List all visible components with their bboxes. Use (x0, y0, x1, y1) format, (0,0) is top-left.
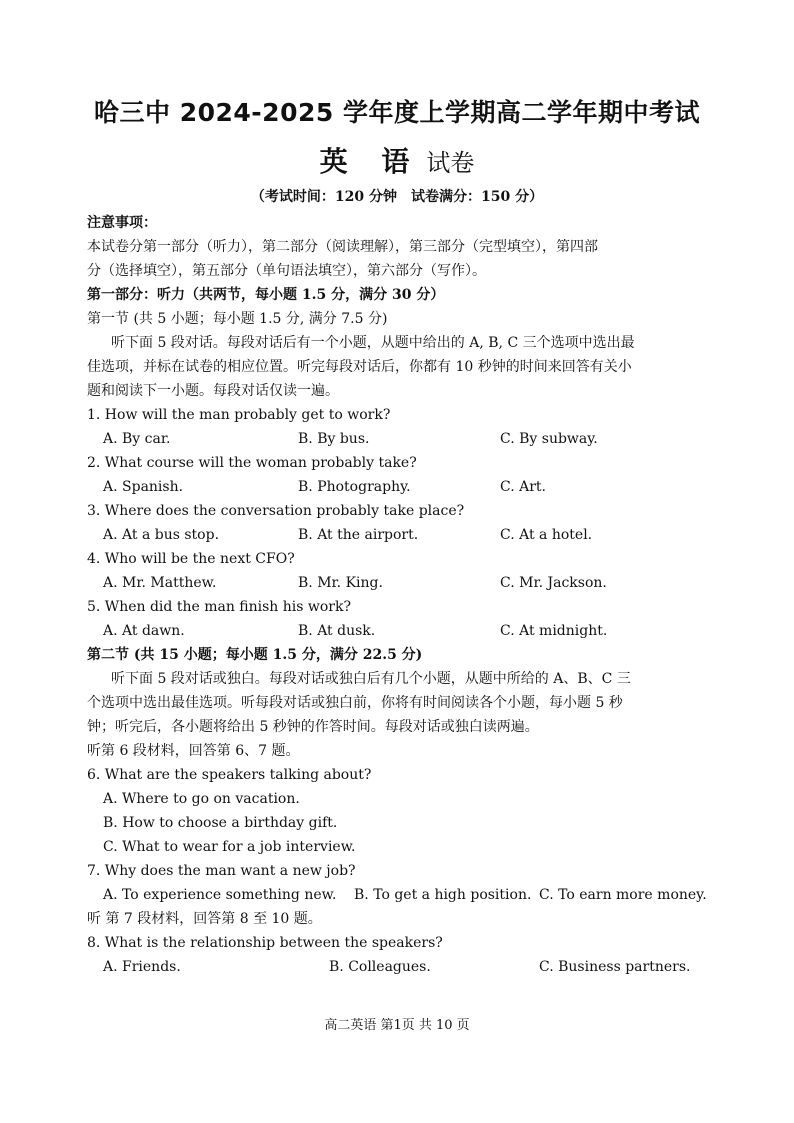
paper-label: 试卷 (426, 149, 475, 177)
question-stem: 6. What are the speakers talking about? (87, 767, 372, 783)
question-options (87, 571, 713, 595)
section2-instruction: 听下面 5 段对话或独白。每段对话或独白后有几个小题，从题中所给的 A、B、C 三 (111, 671, 631, 687)
option-a: A. To experience something new. (103, 887, 337, 903)
question-options (87, 619, 713, 643)
exam-subject (0, 140, 794, 180)
notice-line: 本试卷分第一部分（听力），第二部分（阅读理解），第三部分（完型填空），第四部 (87, 239, 598, 255)
option-c: C. At midnight. (500, 623, 608, 639)
question-stem: 4. Who will be the next CFO? (87, 551, 295, 567)
option-c: C. By subway. (500, 431, 598, 447)
page-footer: 高二英语 第1页 共 10 页 (324, 1018, 470, 1033)
exam-body (87, 211, 713, 979)
question-options (87, 523, 713, 547)
option-a: A. Where to go on vacation. (103, 791, 300, 807)
question-stem: 2. What course will the woman probably take? (87, 455, 417, 471)
section1-instruction: 佳选项，并标在试卷的相应位置。听完每段对话后，你都有 10 秒钟的时间来回答有关小 (87, 359, 632, 375)
option-b: B. To get a high position. (354, 887, 532, 903)
question-stem: 5. When did the man finish his work? (87, 599, 351, 615)
section1-heading: 第一节 (共 5 小题；每小题 1.5 分, 满分 7.5 分) (87, 311, 388, 327)
option-c: C. Art. (500, 479, 546, 495)
section2-instruction: 钟；听完后，各小题将给出 5 秒钟的作答时间。每段对话或独白读两遍。 (87, 719, 539, 735)
option-c: C. Business partners. (539, 959, 691, 975)
section2-heading: 第二节 (共 15 小题；每小题 1.5 分，满分 22.5 分) (87, 647, 423, 663)
option-b: B. Mr. King. (298, 575, 383, 591)
option-a: A. At a bus stop. (103, 527, 220, 543)
option-c: C. What to wear for a job interview. (103, 839, 356, 855)
option-b: B. By bus. (298, 431, 370, 447)
option-a: A. Spanish. (103, 479, 184, 495)
question-options (87, 883, 713, 907)
section1-instruction: 听下面 5 段对话。每段对话后有一个小题，从题中给出的 A, B, C 三个选项中选出最 (111, 335, 635, 351)
option-c: C. To earn more money. (539, 887, 707, 903)
exam-meta: （考试时间：120 分钟 试卷满分：150 分） (250, 189, 544, 205)
question-options (87, 427, 713, 451)
question-stem: 3. Where does the conversation probably take place? (87, 503, 465, 519)
section2-instruction: 个选项中选出最佳选项。听每段对话或独白前，你将有时间阅读各个小题，每小题 5 秒 (87, 695, 623, 711)
notice-line: 分（选择填空），第五部分（单句语法填空），第六部分（写作）。 (87, 263, 486, 279)
option-b: B. At the airport. (298, 527, 419, 543)
option-a: A. Mr. Matthew. (103, 575, 217, 591)
material-note: 听 第 7 段材料，回答第 8 至 10 题。 (87, 911, 322, 927)
question-stem: 7. Why does the man want a new job? (87, 863, 356, 879)
option-a: A. By car. (103, 431, 171, 447)
material-note: 听第 6 段材料，回答第 6、7 题。 (87, 743, 300, 759)
option-b: B. Colleagues. (329, 959, 431, 975)
question-options (87, 955, 713, 979)
exam-title: 哈三中 2024-2025 学年度上学期高二学年期中考试 (94, 98, 700, 127)
option-a: A. At dawn. (103, 623, 185, 639)
option-c: C. Mr. Jackson. (500, 575, 607, 591)
question-stem: 8. What is the relationship between the speakers? (87, 935, 443, 951)
option-a: A. Friends. (103, 959, 181, 975)
question-options (87, 475, 713, 499)
notice-heading: 注意事项： (87, 215, 157, 231)
subject-name: 英 语 (319, 145, 422, 178)
section1-instruction: 题和阅读下一小题。每段对话仅读一遍。 (87, 383, 339, 399)
question-stem: 1. How will the man probably get to work? (87, 407, 391, 423)
option-b: B. How to choose a birthday gift. (103, 815, 338, 831)
option-b: B. Photography. (298, 479, 411, 495)
option-c: C. At a hotel. (500, 527, 593, 543)
option-b: B. At dusk. (298, 623, 376, 639)
part1-heading: 第一部分：听力（共两节，每小题 1.5 分，满分 30 分） (87, 287, 445, 303)
